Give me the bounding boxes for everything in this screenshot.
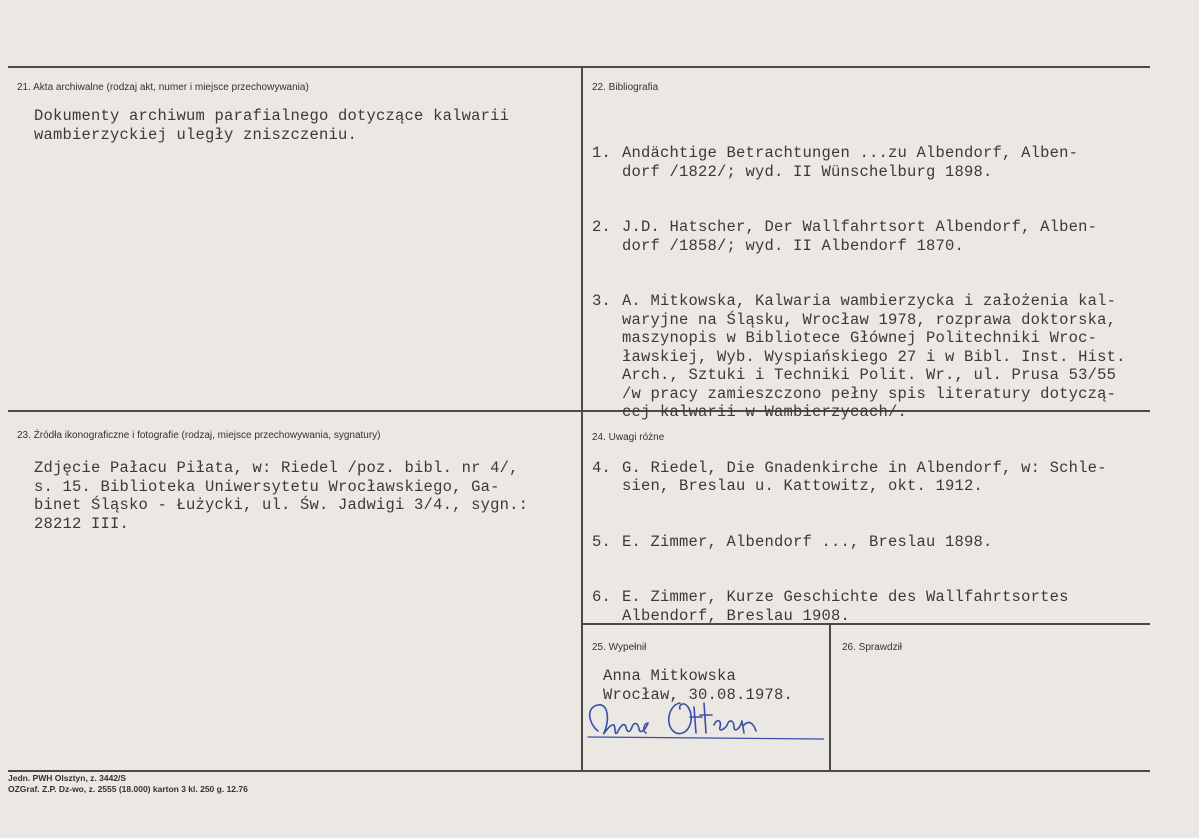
bibliography-line: Albendorf, Breslau 1908. <box>622 606 851 625</box>
bibliography-item-text <box>622 533 993 552</box>
bottom-rule <box>8 770 1150 772</box>
iconographic-sources-line-4: 28212 III. <box>34 514 130 533</box>
print-footer <box>8 773 248 795</box>
iconographic-sources-line-2: s. 15. Biblioteka Uniwersytetu Wrocławskiego, Ga- <box>34 477 500 496</box>
bibliography-line: sien, Breslau u. Kattowitz, okt. 1912. <box>622 477 984 495</box>
bibliography-item <box>592 459 1126 496</box>
iconographic-sources-line-1: Zdjęcie Pałacu Piłata, w: Riedel /poz. bibl. nr 4/, <box>34 459 519 477</box>
bibliography-item <box>592 292 1126 422</box>
print-footer-line-2: OZGraf. Z.P. Dz-wo, z. 2555 (18.000) karton 3 kl. 250 g. 12.76 <box>8 784 248 794</box>
bibliography-line: E. Zimmer, Albendorf ..., Breslau 1898. <box>622 532 993 551</box>
handwritten-signature <box>584 693 824 751</box>
section-26-label: 26. Sprawdził <box>842 642 903 653</box>
bibliography-item <box>592 218 1126 255</box>
bibliography-item-text <box>622 459 1107 496</box>
filled-by-place-date: Wrocław, 30.08.1978. <box>603 685 794 704</box>
bibliography-item-number: 4. <box>592 458 612 477</box>
section-25-label: 25. Wypełnił <box>592 642 647 653</box>
bibliography-item-number: 3. <box>592 292 612 310</box>
filled-by-name: Anna Mitkowska <box>603 667 737 685</box>
bibliography-item-text <box>622 144 1078 181</box>
section-24-label: 24. Uwagi różne <box>592 432 665 443</box>
bibliography-line: Andächtige Betrachtungen ...zu Albendorf, Alben- <box>622 144 1079 162</box>
print-footer-line-1: Jedn. PWH Olsztyn, z. 3442/S <box>8 773 127 783</box>
bibliography-item-number: 2. <box>592 218 612 236</box>
bibliography-line: dorf /1858/; wyd. II Albendorf 1870. <box>622 236 965 255</box>
section-21-label: 21. Akta archiwalne (rodzaj akt, numer i miejsce przechowywania) <box>17 82 309 93</box>
bibliography-line: dorf /1822/; wyd. II Wünschelburg 1898. <box>622 162 993 181</box>
bibliography-line: maszynopis w Bibliotece Głównej Politechniki Wroc- <box>622 329 1098 347</box>
section-23-label: 23. Źródła ikonograficzne i fotografie (rodzaj, miejsce przechowywania, sygnatury) <box>17 430 381 441</box>
top-rule <box>8 66 1150 68</box>
bibliography-item <box>592 144 1126 181</box>
center-divider <box>581 66 583 771</box>
bibliography-item-text <box>622 588 1069 625</box>
bibliography-item-number: 1. <box>592 144 612 162</box>
bibliography-line: ławskiej, Wyb. Wyspiańskiego 27 i w Bibl. Inst. Hist. <box>622 347 1126 366</box>
bibliography-line: /w pracy zamieszczono pełny spis literatury dotyczą- <box>622 384 1117 403</box>
bibliography-item <box>592 533 1126 552</box>
section-22-label: 22. Bibliografia <box>592 82 659 93</box>
archival-records-line-2: wambierzyckiej uległy zniszczeniu. <box>34 125 358 144</box>
bibliography-line: Arch., Sztuki i Techniki Polit. Wr., ul. Prusa 53/55 <box>622 366 1117 384</box>
bibliography-line: J.D. Hatscher, Der Wallfahrtsort Albendorf, Alben- <box>622 218 1098 236</box>
bibliography-item-number: 6. <box>592 588 612 606</box>
bibliography-line: G. Riedel, Die Gnadenkirche in Albendorf, w: Schle- <box>622 458 1107 477</box>
bibliography-line: waryjne na Śląsku, Wrocław 1978, rozprawa doktorska, <box>622 310 1117 329</box>
bibliography-item-text <box>622 218 1097 255</box>
bibliography-item-text <box>622 292 1126 422</box>
bibliography-line: A. Mitkowska, Kalwaria wambierzycka i założenia kal- <box>622 292 1117 310</box>
bibliography-line: cej kalwarii w Wambierzycach/. <box>622 403 908 421</box>
bibliography-list <box>592 107 1126 662</box>
bibliography-item <box>592 588 1126 625</box>
bibliography-line: E. Zimmer, Kurze Geschichte des Wallfahrtsortes <box>622 588 1069 606</box>
archival-records-line-1: Dokumenty archiwum parafialnego dotyczące kalwarii <box>34 107 510 125</box>
iconographic-sources-line-3: binet Śląsko - Łużycki, ul. Św. Jadwigi 3/4., sygn.: <box>34 496 529 514</box>
bibliography-item-number: 5. <box>592 532 612 551</box>
